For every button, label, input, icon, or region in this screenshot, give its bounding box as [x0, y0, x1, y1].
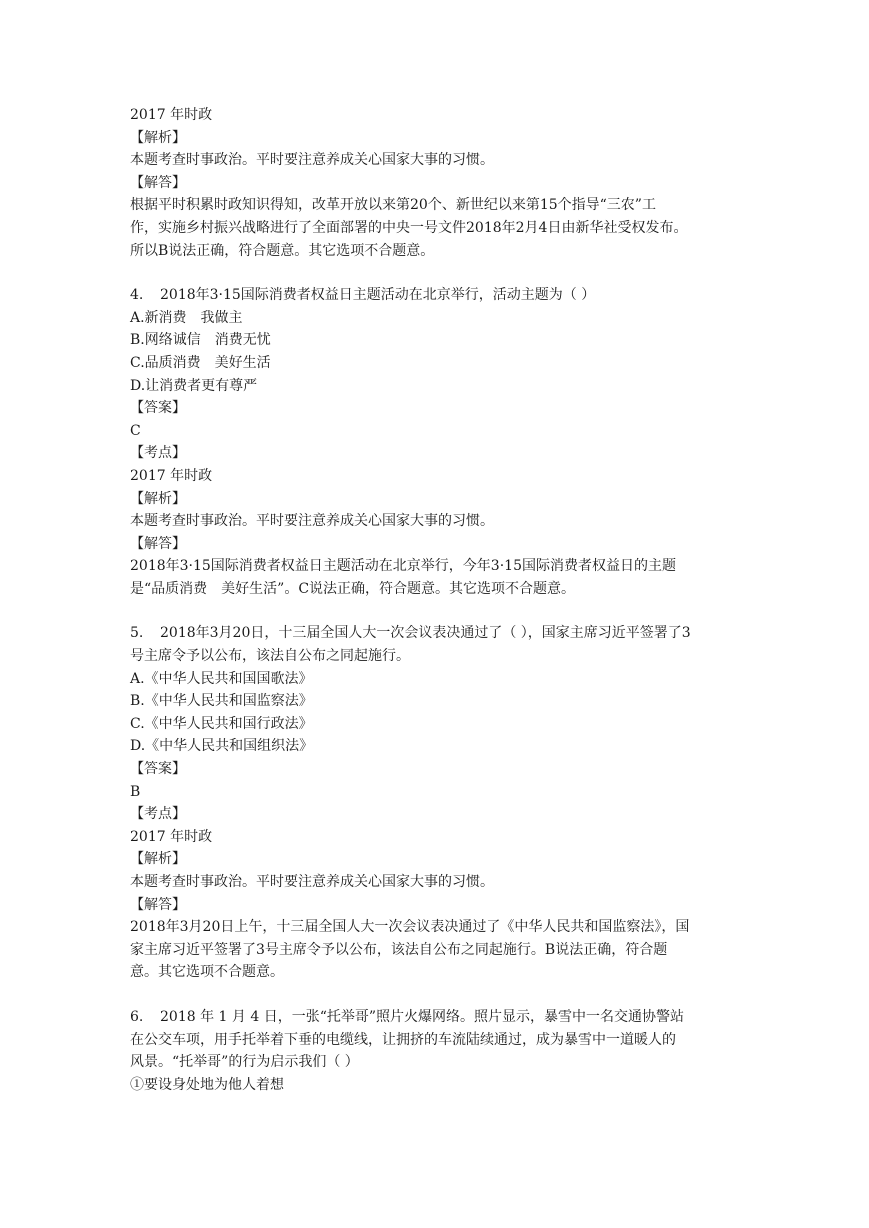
question-stem-text: 2018年3·15国际消费者权益日主题活动在北京举行，活动主题为（ ） [160, 287, 596, 304]
option-b: B.《中华人民共和国监察法》 [130, 693, 313, 710]
analysis-label: 【解析】 [130, 129, 186, 146]
question-stem-continued: 风景。“托举哥”的行为启示我们（ ） [130, 1054, 359, 1071]
question-5 [130, 622, 740, 984]
solution-line: 作，实施乡村振兴战略进行了全面部署的中央一号文件2018年2月4日由新华社受权发布。 [130, 219, 688, 236]
topic-text: 2017 年时政 [130, 467, 213, 484]
point-label: 【考点】 [130, 806, 186, 823]
solution-line: 家主席习近平签署了3号主席令予以公布，该法自公布之同起施行。B说法正确，符合题 [130, 941, 668, 958]
analysis-label: 【解析】 [130, 490, 186, 507]
question-number: 4. [130, 287, 144, 304]
analysis-text: 本题考查时事政治。平时要注意养成关心国家大事的习惯。 [130, 152, 494, 169]
option-c: C.品质消费 美好生活 [130, 354, 271, 371]
question-3-tail [130, 104, 740, 262]
question-stem [130, 284, 740, 307]
solution-label: 【解答】 [130, 174, 186, 191]
question-stem-text: 2018 年 1 月 4 日，一张“托举哥”照片火爆网络。照片显示，暴雪中一名交通协警站 [160, 1008, 685, 1025]
solution-line: 意。其它选项不合题意。 [130, 964, 284, 981]
analysis-text: 本题考查时事政治。平时要注意养成关心国家大事的习惯。 [130, 513, 494, 530]
question-number: 5. [130, 625, 144, 642]
question-number: 6. [130, 1008, 144, 1025]
answer-value: C [130, 422, 141, 439]
solution-line: 是“品质消费 美好生活”。C说法正确，符合题意。其它选项不合题意。 [130, 580, 576, 597]
solution-line: 2018年3月20日上午，十三届全国人大一次会议表决通过了《中华人民共和国监察法》，国 [130, 919, 690, 936]
analysis-text: 本题考查时事政治。平时要注意养成关心国家大事的习惯。 [130, 874, 494, 890]
question-stem-continued: 在公交车项，用手托举着下垂的电缆线，让拥挤的车流陆续通过，成为暴雪中一道暖人的 [130, 1031, 676, 1048]
answer-value: B [130, 783, 141, 800]
point-label: 【考点】 [130, 445, 186, 462]
option-d: D.《中华人民共和国组织法》 [130, 738, 314, 755]
question-4 [130, 284, 740, 600]
question-stem-text: 2018年3月20日，十三届全国人大一次会议表决通过了（ ），国家主席习近平签署了3 [160, 625, 691, 642]
option-a: A.《中华人民共和国国歌法》 [130, 670, 313, 687]
answer-label: 【答案】 [130, 761, 186, 778]
document-page [130, 104, 740, 1096]
solution-label: 【解答】 [130, 535, 186, 552]
question-6 [130, 1006, 740, 1096]
question-stem-continued: 号主席令予以公布，该法自公布之同起施行。 [130, 648, 410, 665]
solution-line: 2018年3·15国际消费者权益日主题活动在北京举行，今年3·15国际消费者权益日的主题 [130, 558, 676, 575]
option-b: B.网络诚信 消费无忧 [130, 332, 271, 349]
solution-line: 根据平时积累时政知识得知，改革开放以来第20个、新世纪以来第15个指导“三农”工 [130, 197, 656, 214]
solution-label: 【解答】 [130, 896, 186, 913]
topic-text: 2017 年时政 [130, 828, 213, 845]
option-a: A.新消费 我做主 [130, 309, 243, 326]
solution-line: 所以B说法正确，符合题意。其它选项不合题意。 [130, 242, 435, 259]
question-stem [130, 1006, 740, 1029]
answer-label: 【答案】 [130, 400, 186, 417]
statement-1: ①要设身处地为他人着想 [130, 1076, 284, 1093]
topic-text: 2017 年时政 [130, 107, 213, 123]
analysis-label: 【解析】 [130, 851, 186, 868]
option-c: C.《中华人民共和国行政法》 [130, 715, 313, 732]
question-stem [130, 622, 740, 645]
option-d: D.让消费者更有尊严 [130, 377, 258, 394]
